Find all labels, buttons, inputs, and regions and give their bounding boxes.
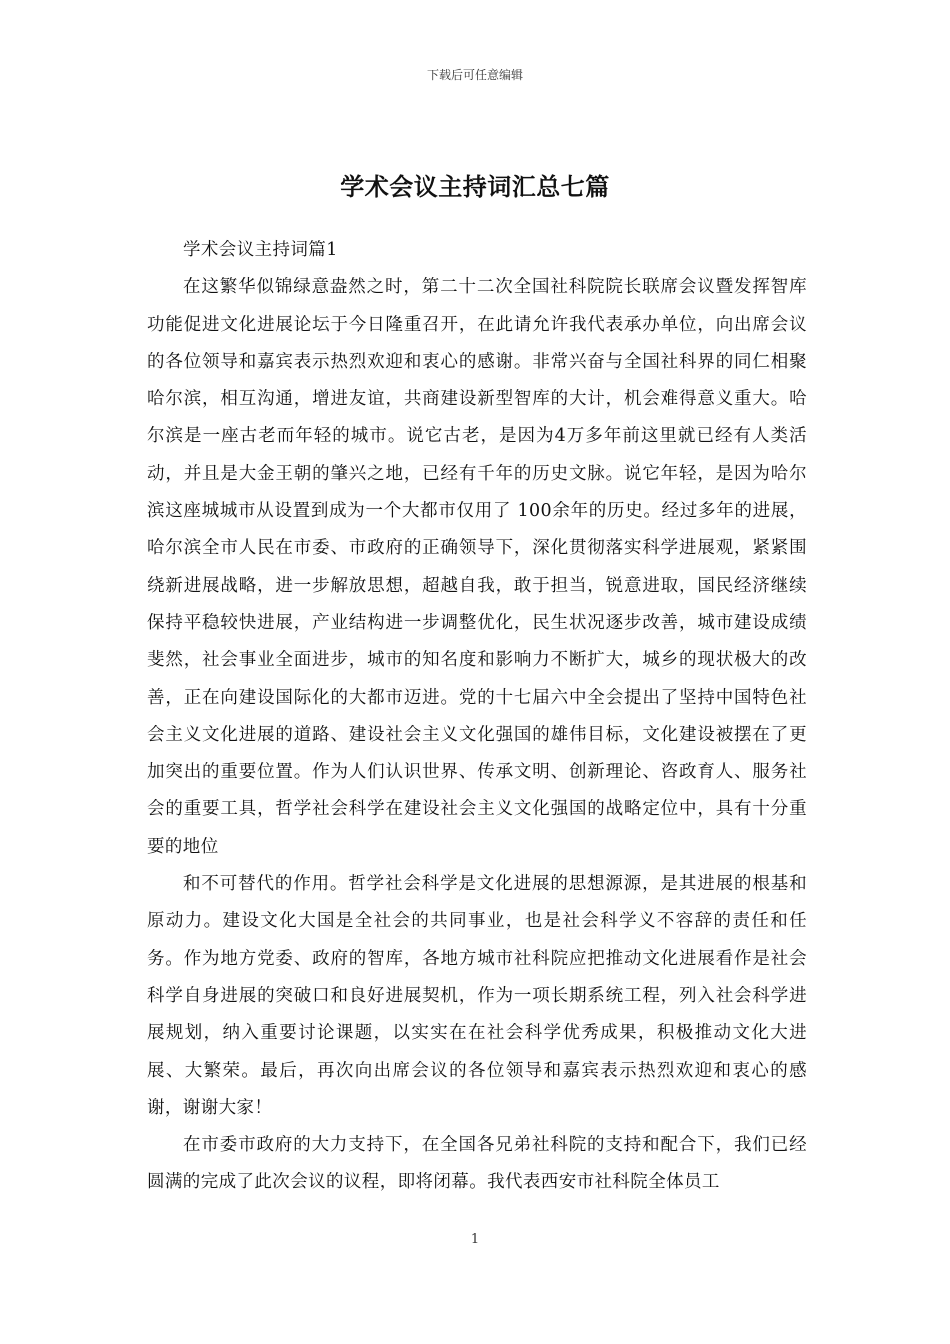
section-heading: 学术会议主持词篇1 <box>183 240 338 260</box>
paragraph-1: 在这繁华似锦绿意盎然之时，第二十二次全国社科院院长联席会议暨发挥智库功能促进文化进展论坛于今日隆重召开，在此请允许我代表承办单位，向出席会议的各位领导和嘉宾表示热烈欢迎和衷心的感谢。非常兴奋与全国社科界的同仁相聚哈尔滨，相互沟通，增进友谊，共商建设新型智库的大计，机会难得意义重大。哈尔滨是一座古老而年轻的城市。说它古老，是因为4万多年前这里就已经有人类活动，并且是大金王朝的肇兴之地，已经有千年的历史文脉。说它年轻，是因为哈尔滨这座城城市从设置到成为一个大都市仅用了 100余年的历史。经过多年的进展，哈尔滨全市人民在市委、市政府的正确领导下，深化贯彻落实科学进展观，紧紧围绕新进展战略，进一步解放思想，超越自我，敢于担当，锐意进取，国民经济继续保持平稳较快进展，产业结构进一步调整优化，民生状况逐步改善，城市建设成绩斐然，社会事业全面进步，城市的知名度和影响力不断扩大，城乡的现状极大的改善，正在向建设国际化的大都市迈进。党的十七届六中全会提出了坚持中国特色社会主义文化进展的道路、建设社会主义文化强国的雄伟目标，文化建设被摆在了更加突出的重要位置。作为人们认识世界、传承文明、创新理论、咨政育人、服务社会的重要工具，哲学社会科学在建设社会主义文化强国的战略定位中，具有十分重要的地位 <box>147 277 807 857</box>
document-title: 学术会议主持词汇总七篇 <box>340 172 610 202</box>
paragraph-2: 和不可替代的作用。哲学社会科学是文化进展的思想源源，是其进展的根基和原动力。建设文化大国是全社会的共同事业，也是社会科学义不容辞的责任和任务。作为地方党委、政府的智库，各地方城市社科院应把推动文化进展看作是社会科学自身进展的突破口和良好进展契机，作为一项长期系统工程，列入社会科学进展规划，纳入重要讨论课题，以实实在在社会科学优秀成果，积极推动文化大进展、大繁荣。最后，再次向出席会议的各位领导和嘉宾表示热烈欢迎和衷心的感谢，谢谢大家！ <box>147 874 807 1118</box>
download-note-header: 下载后可任意编辑 <box>426 68 523 82</box>
paragraph-3: 在市委市政府的大力支持下，在全国各兄弟社科院的支持和配合下，我们已经圆满的完成了此次会议的议程，即将闭幕。我代表西安市社科院全体员工 <box>147 1135 807 1193</box>
page-number: 1 <box>470 1232 480 1247</box>
document-body <box>147 232 807 1202</box>
